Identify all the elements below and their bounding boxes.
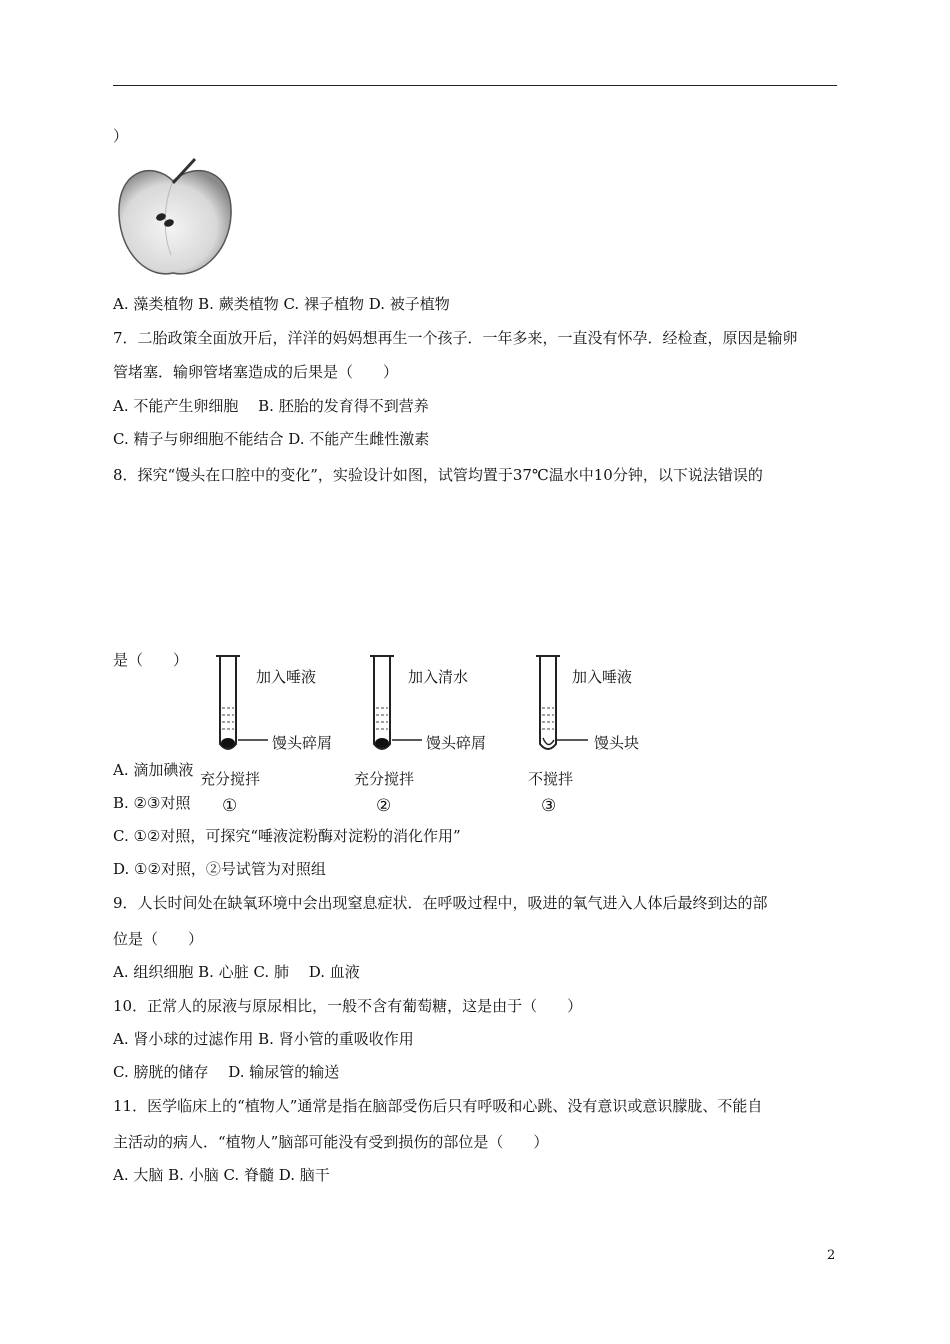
q7-option-cd: C. 精子与卵细胞不能结合 D. 不能产生雌性激素 (113, 430, 430, 448)
q7-stem-line2: 管堵塞．输卵管堵塞造成的后果是（ ） (113, 363, 399, 381)
q10-option-cd: C. 膀胱的储存 D. 输尿管的输送 (113, 1063, 340, 1081)
q9-stem-line2: 位是（ ） (113, 930, 204, 948)
q8-stem-line1: 8．探究“馒头在口腔中的变化”，实验设计如图，试管均置于37℃温水中10分钟，以下说法错误的 (113, 466, 763, 484)
q8-option-c: C. ①②对照，可探究“唾液淀粉酶对淀粉的消化作用” (113, 827, 461, 845)
header-rule (113, 85, 837, 86)
q9-options: A. 组织细胞 B. 心脏 C. 肺 D. 血液 (113, 963, 360, 981)
tube3-top-label: 加入唾液 (572, 668, 633, 686)
apple-cross-section-image (113, 155, 235, 283)
q8-option-d: D. ①②对照，②号试管为对照组 (113, 860, 326, 878)
q9-stem-line1: 9．人长时间处在缺氧环境中会出现窒息症状．在呼吸过程中，吸进的氧气进入人体后最终到达的部 (113, 894, 768, 912)
tube1-bottom-label: 充分搅拌 (200, 770, 261, 788)
tube3-bottom-label: 不搅拌 (528, 770, 574, 788)
tube2-top-label: 加入清水 (408, 668, 469, 686)
q6-options: A. 藻类植物 B. 蕨类植物 C. 裸子植物 D. 被子植物 (113, 295, 450, 313)
tube3-side-label: 馒头块 (594, 734, 640, 752)
tube2-bottom-label: 充分搅拌 (354, 770, 415, 788)
q11-stem-line2: 主活动的病人．“植物人”脑部可能没有受到损伤的部位是（ ） (113, 1133, 549, 1151)
test-tube-experiment-figure (198, 648, 654, 820)
tube2-number: ② (376, 796, 392, 816)
tube1-number: ① (222, 796, 238, 816)
tube2-side-label: 馒头碎屑 (426, 734, 487, 752)
tube1-side-label: 馒头碎屑 (272, 734, 333, 752)
q6-stem-tail: ） (113, 127, 129, 145)
tube3-number: ③ (541, 796, 557, 816)
q7-stem-line1: 7．二胎政策全面放开后，洋洋的妈妈想再生一个孩子．一年多来，一直没有怀孕．经检查，原因是输卵 (113, 329, 798, 347)
q10-option-ab: A. 肾小球的过滤作用 B. 肾小管的重吸收作用 (113, 1030, 414, 1048)
q10-stem: 10．正常人的尿液与原尿相比，一般不含有葡萄糖，这是由于（ ） (113, 997, 583, 1015)
q11-stem-line1: 11．医学临床上的“植物人”通常是指在脑部受伤后只有呼吸和心跳、没有意识或意识朦胧、不能自 (113, 1097, 763, 1115)
q11-options: A. 大脑 B. 小脑 C. 脊髓 D. 脑干 (113, 1166, 330, 1184)
page-number: 2 (827, 1248, 836, 1263)
q8-stem-line2: 是（ ） (113, 651, 189, 669)
q7-option-ab: A. 不能产生卵细胞 B. 胚胎的发育得不到营养 (113, 397, 429, 415)
q8-option-b: B. ②③对照 (113, 794, 191, 812)
tube1-top-label: 加入唾液 (256, 668, 317, 686)
q8-option-a: A. 滴加碘液 (113, 761, 194, 779)
